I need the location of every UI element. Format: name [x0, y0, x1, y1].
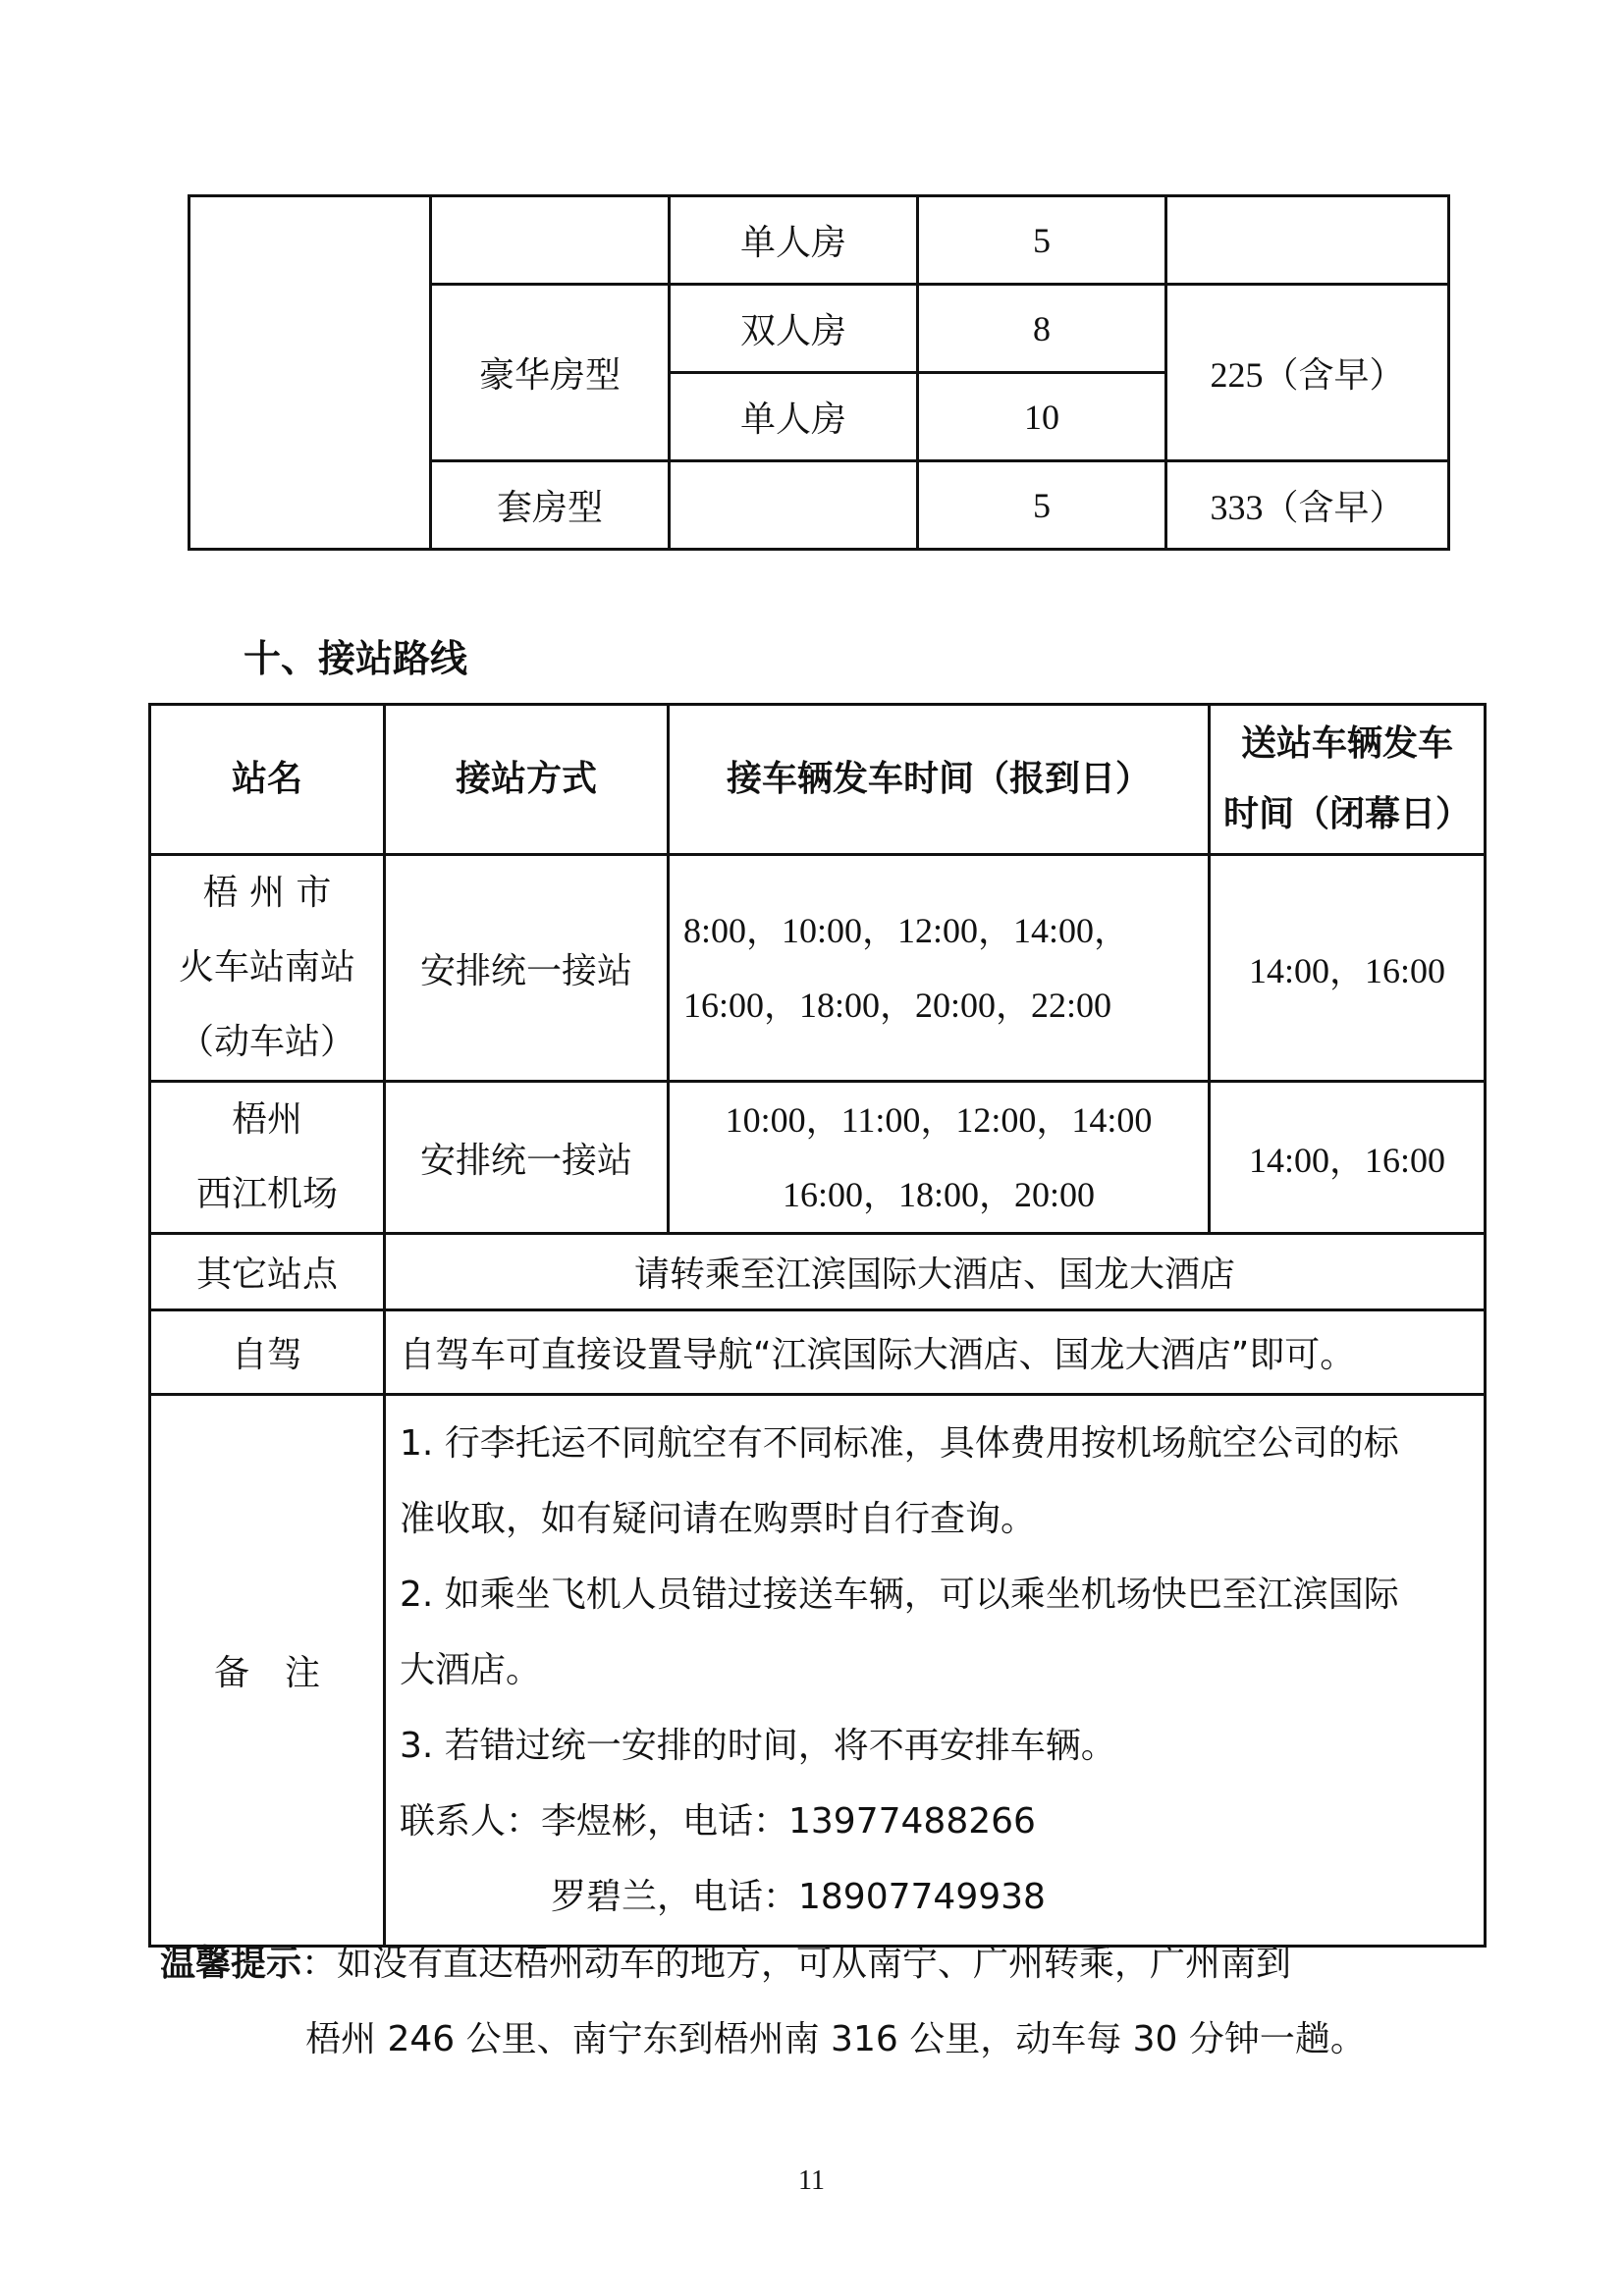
header-dropoff-line: 时间（闭幕日）: [1222, 794, 1471, 834]
tip-line: [160, 1926, 1495, 2002]
pickup-times-cell: [669, 1082, 1210, 1234]
note-line: 2. 如乘坐飞机人员错过接送车辆，可以乘坐机场快巴至江滨国际: [400, 1575, 1399, 1615]
table-row: [150, 1395, 1486, 1947]
pickup-times-line: 8:00，10:00，12:00，14:00，: [683, 911, 1130, 950]
tip-block: [160, 1926, 1495, 2077]
pickup-times-line: 16:00，18:00，20:00，22:00: [683, 986, 1112, 1025]
room-subtype-cell: 双人房: [670, 285, 918, 373]
table-row: [150, 1234, 1486, 1310]
room-type-cell: [431, 196, 670, 285]
dropoff-times-cell: 14:00，16:00: [1210, 855, 1486, 1082]
station-line: （动车站）: [178, 1022, 355, 1062]
station-line: 梧州: [231, 1099, 302, 1140]
room-price-cell: 333（含早）: [1166, 461, 1449, 550]
pickup-times-line: 16:00，18:00，20:00: [782, 1175, 1095, 1214]
page-number: 11: [798, 2165, 825, 2196]
note-line: 3. 若错过统一安排的时间，将不再安排车辆。: [400, 1726, 1116, 1766]
notes-cell: [385, 1395, 1486, 1947]
tip-text: ：如没有直达梧州动车的地方，可从南宁、广州转乘，广州南到: [301, 1944, 1292, 1984]
room-subtype-cell: 单人房: [670, 373, 918, 461]
header-pickup-time: 接车辆发车时间（报到日）: [669, 705, 1210, 855]
header-dropoff-time: [1210, 705, 1486, 855]
room-count-cell: 10: [918, 373, 1166, 461]
station-cell: [150, 855, 385, 1082]
room-price-cell: [1166, 196, 1449, 285]
pickup-times-cell: [669, 855, 1210, 1082]
table-row: [189, 196, 1449, 285]
station-line: 火车站南站: [178, 947, 355, 988]
note-line: 准收取，如有疑问请在购票时自行查询。: [400, 1499, 1037, 1539]
other-stations-label: 其它站点: [150, 1234, 385, 1310]
other-stations-text: 请转乘至江滨国际大酒店、国龙大酒店: [385, 1234, 1486, 1310]
station-line: 西江机场: [195, 1174, 338, 1214]
section-title: 十、接站路线: [243, 637, 468, 680]
table-row: [150, 1310, 1486, 1395]
tip-line: 梧州 246 公里、南宁东到梧州南 316 公里，动车每 30 分钟一趟。: [305, 2019, 1366, 2059]
header-method: 接站方式: [385, 705, 669, 855]
contact-line: 罗碧兰，电话：18907749938: [551, 1877, 1046, 1917]
tip-label: 温馨提示: [160, 1944, 302, 1984]
contact-line: 联系人：李煜彬，电话：13977488266: [400, 1801, 1036, 1842]
note-line: 大酒店。: [400, 1650, 542, 1690]
room-count-cell: 5: [918, 196, 1166, 285]
room-price-cell: 225（含早）: [1166, 285, 1449, 461]
table-row: [150, 855, 1486, 1082]
self-drive-label: 自驾: [150, 1310, 385, 1395]
method-cell: 安排统一接站: [385, 1082, 669, 1234]
table-row: [150, 1082, 1486, 1234]
transport-table: [148, 703, 1487, 1948]
room-subtype-cell: [670, 461, 918, 550]
station-line: 梧 州 市: [202, 873, 332, 913]
room-table-blank-cell: [189, 196, 431, 550]
room-type-cell: 套房型: [431, 461, 670, 550]
note-line: 1. 行李托运不同航空有不同标准，具体费用按机场航空公司的标: [400, 1423, 1399, 1464]
table-header-row: [150, 705, 1486, 855]
room-count-cell: 5: [918, 461, 1166, 550]
pickup-times-line: 10:00，11:00，12:00，14:00: [725, 1100, 1153, 1140]
dropoff-times-cell: 14:00，16:00: [1210, 1082, 1486, 1234]
method-cell: 安排统一接站: [385, 855, 669, 1082]
notes-label: 备 注: [150, 1395, 385, 1947]
header-dropoff-line: 送站车辆发车: [1240, 723, 1453, 764]
room-type-cell: 豪华房型: [431, 285, 670, 461]
room-count-cell: 8: [918, 285, 1166, 373]
room-subtype-cell: 单人房: [670, 196, 918, 285]
header-station: 站名: [150, 705, 385, 855]
station-cell: [150, 1082, 385, 1234]
self-drive-text: 自驾车可直接设置导航“江滨国际大酒店、国龙大酒店”即可。: [385, 1310, 1486, 1395]
room-table: [188, 194, 1450, 551]
